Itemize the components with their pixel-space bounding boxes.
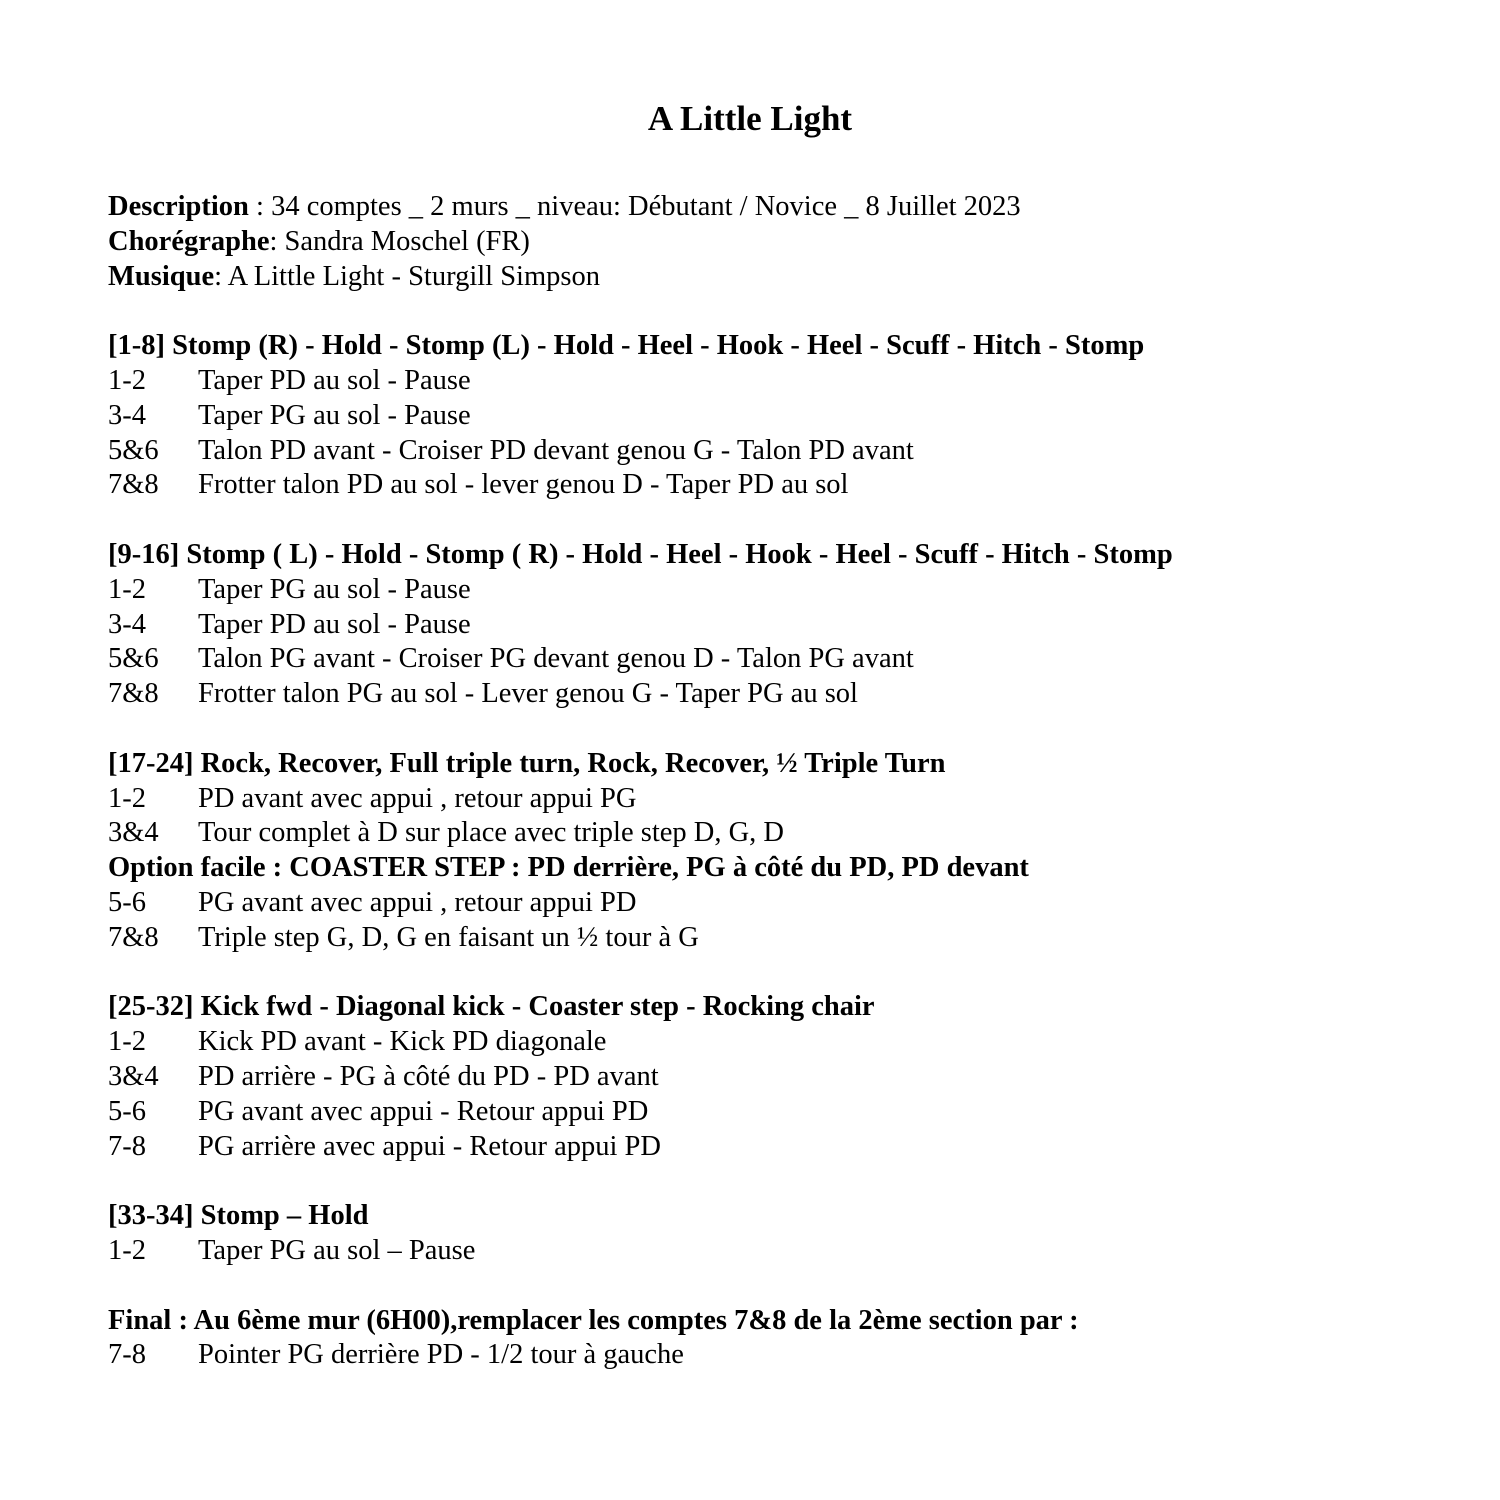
spacer: [108, 712, 1438, 747]
step-row: [108, 1130, 1438, 1165]
step-row: [108, 399, 1438, 434]
step-count: 3-4: [108, 399, 146, 431]
step-text: Talon PG avant - Croiser PG devant genou D - Talon PG avant: [198, 643, 914, 675]
step-count: 7-8: [108, 1130, 146, 1162]
section-heading: [1-8] Stomp (R) - Hold - Stomp (L) - Hold - Heel - Hook - Heel - Scuff - Hitch - Stomp: [108, 330, 1145, 362]
step-count: 1-2: [108, 364, 146, 396]
section-33-34: [108, 1199, 1438, 1269]
spacer: [108, 1269, 1438, 1304]
step-row: [108, 608, 1438, 643]
page-title: A Little Light: [647, 99, 853, 138]
section-17-24: [108, 747, 1438, 956]
step-count: 3&4: [108, 817, 159, 849]
step-count: 3&4: [108, 1060, 159, 1092]
section-final: [108, 1304, 1438, 1374]
step-count: 5-6: [108, 1095, 146, 1127]
spacer: [108, 1164, 1438, 1199]
section-1-8: [108, 329, 1438, 503]
step-count: 1-2: [108, 573, 146, 605]
choreographer-label: Chorégraphe: [108, 225, 270, 257]
step-row: [108, 468, 1438, 503]
music-label: Musique: [108, 260, 215, 292]
document-body: [108, 190, 1438, 1373]
step-text: Taper PD au sol - Pause: [198, 364, 471, 396]
section-heading: [33-34] Stomp – Hold: [108, 1200, 369, 1232]
step-text: Taper PD au sol - Pause: [198, 608, 471, 640]
step-text: Talon PD avant - Croiser PD devant genou G - Talon PD avant: [198, 434, 914, 466]
section-9-16: [108, 538, 1438, 712]
step-text: Tour complet à D sur place avec triple step D, G, D: [198, 817, 785, 849]
choreographer-line: [108, 225, 1438, 260]
spacer: [108, 503, 1438, 538]
music-value: : A Little Light - Sturgill Simpson: [214, 260, 600, 292]
music-line: [108, 260, 1438, 295]
description-value: : 34 comptes _ 2 murs _ niveau: Débutant / Novice _ 8 Juillet 2023: [248, 191, 1021, 222]
step-count: 3-4: [108, 608, 146, 640]
description-label: Description: [108, 191, 249, 222]
step-count: 5&6: [108, 434, 159, 466]
step-text: PG avant avec appui - Retour appui PD: [198, 1095, 649, 1127]
step-row: [108, 434, 1438, 469]
step-text: PG arrière avec appui - Retour appui PD: [198, 1130, 661, 1162]
section-heading: [9-16] Stomp ( L) - Hold - Stomp ( R) - Hold - Heel - Hook - Heel - Scuff - Hitch - Stomp: [108, 538, 1173, 570]
step-text: PD avant avec appui , retour appui PG: [198, 782, 637, 814]
step-text: Taper PG au sol - Pause: [198, 573, 471, 605]
option-note: Option facile : COASTER STEP : PD derrière, PG à côté du PD, PD devant: [108, 852, 1029, 884]
step-count: 7-8: [108, 1339, 146, 1371]
step-row: [108, 1338, 1438, 1373]
spacer: [108, 956, 1438, 991]
step-row: [108, 886, 1438, 921]
step-row: [108, 573, 1438, 608]
step-row: [108, 1234, 1438, 1269]
step-text: PG avant avec appui , retour appui PD: [198, 886, 637, 918]
step-row: [108, 642, 1438, 677]
step-count: 5&6: [108, 643, 159, 675]
spacer: [108, 294, 1438, 329]
section-heading: Final : Au 6ème mur (6H00),remplacer les comptes 7&8 de la 2ème section par :: [108, 1304, 1079, 1336]
step-text: Triple step G, D, G en faisant un ½ tour à G: [198, 921, 699, 953]
step-count: 1-2: [108, 782, 146, 814]
step-text: Frotter talon PG au sol - Lever genou G - Taper PG au sol: [198, 678, 858, 710]
section-25-32: [108, 990, 1438, 1164]
step-row: [108, 921, 1438, 956]
step-text: Taper PG au sol – Pause: [198, 1234, 476, 1266]
step-text: Kick PD avant - Kick PD diagonale: [198, 1026, 607, 1058]
step-row: [108, 782, 1438, 817]
section-heading: [25-32] Kick fwd - Diagonal kick - Coaster step - Rocking chair: [108, 991, 875, 1023]
step-row: [108, 1025, 1438, 1060]
step-text: Taper PG au sol - Pause: [198, 399, 471, 431]
step-count: 7&8: [108, 469, 159, 501]
step-row: [108, 1095, 1438, 1130]
step-row: [108, 677, 1438, 712]
step-row: [108, 1060, 1438, 1095]
step-count: 7&8: [108, 678, 159, 710]
step-text: Pointer PG derrière PD - 1/2 tour à gauche: [198, 1339, 684, 1371]
step-count: 1-2: [108, 1234, 146, 1266]
step-text: Frotter talon PD au sol - lever genou D - Taper PD au sol: [198, 469, 849, 501]
step-row: [108, 816, 1438, 851]
step-text: PD arrière - PG à côté du PD - PD avant: [198, 1060, 659, 1092]
step-count: 1-2: [108, 1026, 146, 1058]
description-line: [108, 190, 1438, 225]
step-row: [108, 364, 1438, 399]
section-heading: [17-24] Rock, Recover, Full triple turn, Rock, Recover, ½ Triple Turn: [108, 747, 946, 779]
choreographer-value: : Sandra Moschel (FR): [269, 225, 530, 257]
step-count: 5-6: [108, 886, 146, 918]
step-count: 7&8: [108, 921, 159, 953]
